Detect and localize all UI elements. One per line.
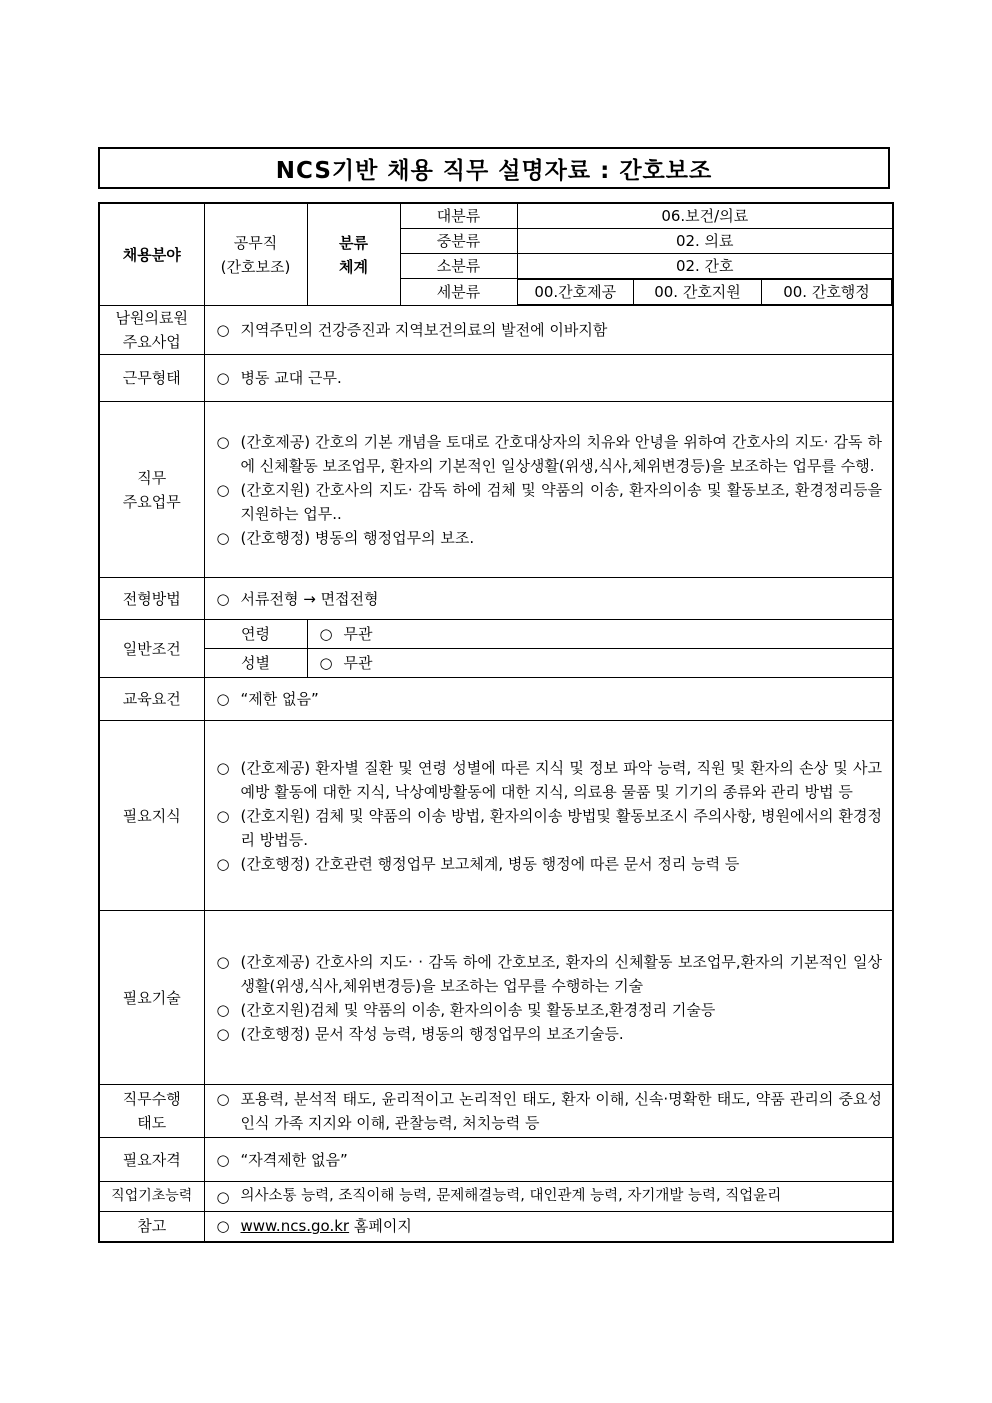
- list-item: [217, 950, 883, 998]
- list-item: [217, 430, 883, 478]
- circle-bullet-icon: ○: [216, 806, 230, 825]
- reference-row: [99, 1212, 893, 1242]
- circle-bullet-icon: ○: [216, 854, 230, 873]
- selection-text: 서류전형 → 면접전형: [240, 589, 379, 608]
- duties-label: [99, 402, 204, 578]
- knowledge-text: (간호행정) 간호관련 행정업무 보고체계, 병동 행정에 따른 문서 정리 능력 등: [240, 854, 740, 873]
- education-row: [99, 678, 893, 721]
- category-row-1: [99, 203, 893, 229]
- circle-bullet-icon: ○: [216, 1217, 230, 1236]
- duties-label-line1: 직무: [137, 468, 167, 487]
- recruit-type-line1: 공무직: [233, 233, 278, 252]
- qualification-row: [99, 1138, 893, 1182]
- knowledge-text: (간호제공) 환자별 질환 및 연령 성별에 따른 지식 및 정보 파악 능력, 직원 및 환자의 손상 및 사고예방 활동에 대한 지식, 낙상예방활동에 대한 지식, 의료용 물품 및 기기의 종류와 관리 방법 등: [240, 758, 882, 801]
- list-item: [217, 852, 883, 876]
- general-condition-value: [307, 649, 893, 678]
- recruit-type: [204, 203, 307, 306]
- education-content: [204, 678, 893, 721]
- knowledge-text: (간호지원) 검체 및 약품의 이송 방법, 환자의이송 방법및 활동보조시 주의사항, 병원에서의 환경정리 방법등.: [240, 806, 882, 849]
- category-name: 소분류: [400, 254, 517, 279]
- business-text: 지역주민의 건강증진과 지역보건의료의 발전에 이바지함: [240, 321, 608, 339]
- duties-row: [99, 402, 893, 578]
- ncs-website-link[interactable]: www.ncs.go.kr: [240, 1217, 350, 1236]
- attitude-content: [204, 1085, 893, 1138]
- business-label-line2: 주요사업: [122, 333, 181, 351]
- circle-bullet-icon: ○: [216, 589, 230, 608]
- general-condition-name: 성별: [204, 649, 307, 678]
- circle-bullet-icon: ○: [216, 690, 230, 708]
- general-row-age: [99, 620, 893, 649]
- attitude-label-line1: 직무수행: [122, 1090, 181, 1108]
- list-item: [217, 756, 883, 804]
- recruit-label: 채용분야: [99, 203, 204, 306]
- circle-bullet-icon: ○: [216, 758, 230, 777]
- circle-bullet-icon: ○: [216, 369, 230, 387]
- qualification-content: [204, 1138, 893, 1182]
- class-system-label: [307, 203, 400, 306]
- selection-content: [204, 578, 893, 620]
- attitude-text: 포용력, 분석적 태도, 윤리적이고 논리적인 태도, 환자 이해, 신속·명확한 태도, 약품 관리의 중요성 인식 가족 지지와 이해, 관찰능력, 처치능력 등: [240, 1090, 882, 1132]
- work-type-row: [99, 355, 893, 402]
- qualification-text: “자격제한 없음”: [240, 1150, 348, 1169]
- category-name: 중분류: [400, 229, 517, 254]
- circle-bullet-icon: ○: [216, 1000, 230, 1019]
- skills-content: [204, 911, 893, 1085]
- circle-bullet-icon: ○: [216, 321, 230, 339]
- sub-category-name: 세분류: [400, 279, 517, 306]
- knowledge-content: [204, 721, 893, 911]
- sub-category-value: 00. 간호행정: [762, 280, 892, 305]
- sub-category-values: [517, 279, 893, 306]
- category-name: 대분류: [400, 203, 517, 229]
- list-item: [217, 526, 883, 550]
- list-item: [217, 1022, 883, 1046]
- knowledge-label: 필요지식: [99, 721, 204, 911]
- recruit-type-line2: (간호보조): [220, 257, 291, 276]
- reference-content: [204, 1212, 893, 1242]
- circle-bullet-icon: ○: [319, 625, 333, 643]
- circle-bullet-icon: ○: [319, 654, 333, 672]
- duties-label-line2: 주요업무: [122, 492, 181, 511]
- category-value: 02. 간호: [517, 254, 893, 279]
- business-content: [204, 306, 893, 355]
- basic-ability-label: 직업기초능력: [99, 1182, 204, 1212]
- skill-text: (간호행정) 문서 작성 능력, 병동의 행정업무의 보조기술등.: [240, 1024, 624, 1043]
- duty-text: (간호제공) 간호의 기본 개념을 토대로 간호대상자의 치유와 안녕을 위하여 간호사의 지도· 감독 하에 신체활동 보조업무, 환자의 기본적인 일상생활(위생,식사,체위변경등)을 보조하는 업무를 수행.: [240, 432, 882, 475]
- selection-label: 전형방법: [99, 578, 204, 620]
- reference-suffix: 홈페이지: [349, 1217, 412, 1236]
- knowledge-row: [99, 721, 893, 911]
- education-text: “제한 없음”: [240, 690, 319, 708]
- duties-content: [204, 402, 893, 578]
- work-type-text: 병동 교대 근무.: [240, 369, 342, 387]
- reference-label: 참고: [99, 1212, 204, 1242]
- circle-bullet-icon: ○: [216, 432, 230, 451]
- sub-category-value: 00.간호제공: [518, 280, 634, 305]
- basic-ability-content: [204, 1182, 893, 1212]
- skill-text: (간호제공) 간호사의 지도· · 감독 하에 간호보조, 환자의 신체활동 보조업무,환자의 기본적인 일상생활(위생,식사,체위변경등)을 보조하는 업무를 수행하는 기술: [240, 952, 882, 995]
- circle-bullet-icon: ○: [216, 1090, 230, 1108]
- education-label: 교육요건: [99, 678, 204, 721]
- circle-bullet-icon: ○: [216, 1187, 230, 1206]
- gender-value: 무관: [343, 654, 373, 672]
- circle-bullet-icon: ○: [216, 952, 230, 971]
- basic-ability-row: [99, 1182, 893, 1212]
- work-type-label: 근무형태: [99, 355, 204, 402]
- duty-text: (간호행정) 병동의 행정업무의 보조.: [240, 528, 475, 547]
- document-title: [98, 147, 890, 189]
- list-item: [217, 478, 883, 526]
- attitude-row: [99, 1085, 893, 1138]
- circle-bullet-icon: ○: [216, 528, 230, 547]
- general-condition-name: 연령: [204, 620, 307, 649]
- skills-row: [99, 911, 893, 1085]
- attitude-label-line2: 태도: [137, 1114, 167, 1132]
- attitude-label: [99, 1085, 204, 1138]
- circle-bullet-icon: ○: [216, 480, 230, 499]
- list-item: [217, 998, 883, 1022]
- class-label-line1: 분류: [339, 233, 368, 252]
- business-label: [99, 306, 204, 355]
- duty-text: (간호지원) 간호사의 지도· 감독 하에 검체 및 약품의 이송, 환자의이송 및 활동보조, 환경정리등을 지원하는 업무..: [240, 480, 882, 523]
- job-description-table: [98, 202, 894, 1243]
- title-text: NCS기반 채용 직무 설명자료 : 간호보조: [275, 157, 713, 184]
- skill-text: (간호지원)검체 및 약품의 이송, 환자의이송 및 활동보조,환경정리 기술등: [240, 1000, 716, 1019]
- sub-category-table: [518, 279, 893, 305]
- class-label-line2: 체계: [339, 257, 368, 276]
- skills-label: 필요기술: [99, 911, 204, 1085]
- selection-row: [99, 578, 893, 620]
- circle-bullet-icon: ○: [216, 1150, 230, 1169]
- qualification-label: 필요자격: [99, 1138, 204, 1182]
- general-label: 일반조건: [99, 620, 204, 678]
- general-condition-value: [307, 620, 893, 649]
- sub-category-value: 00. 간호지원: [634, 280, 762, 305]
- age-value: 무관: [343, 625, 373, 643]
- general-row-gender: [99, 649, 893, 678]
- business-row: [99, 306, 893, 355]
- list-item: [217, 804, 883, 852]
- category-value: 06.보건/의료: [517, 203, 893, 229]
- category-value: 02. 의료: [517, 229, 893, 254]
- basic-ability-text: 의사소통 능력, 조직이해 능력, 문제해결능력, 대인관계 능력, 자기개발 능력, 직업윤리: [240, 1187, 782, 1204]
- circle-bullet-icon: ○: [216, 1024, 230, 1043]
- business-label-line1: 남원의료원: [115, 309, 188, 327]
- work-type-content: [204, 355, 893, 402]
